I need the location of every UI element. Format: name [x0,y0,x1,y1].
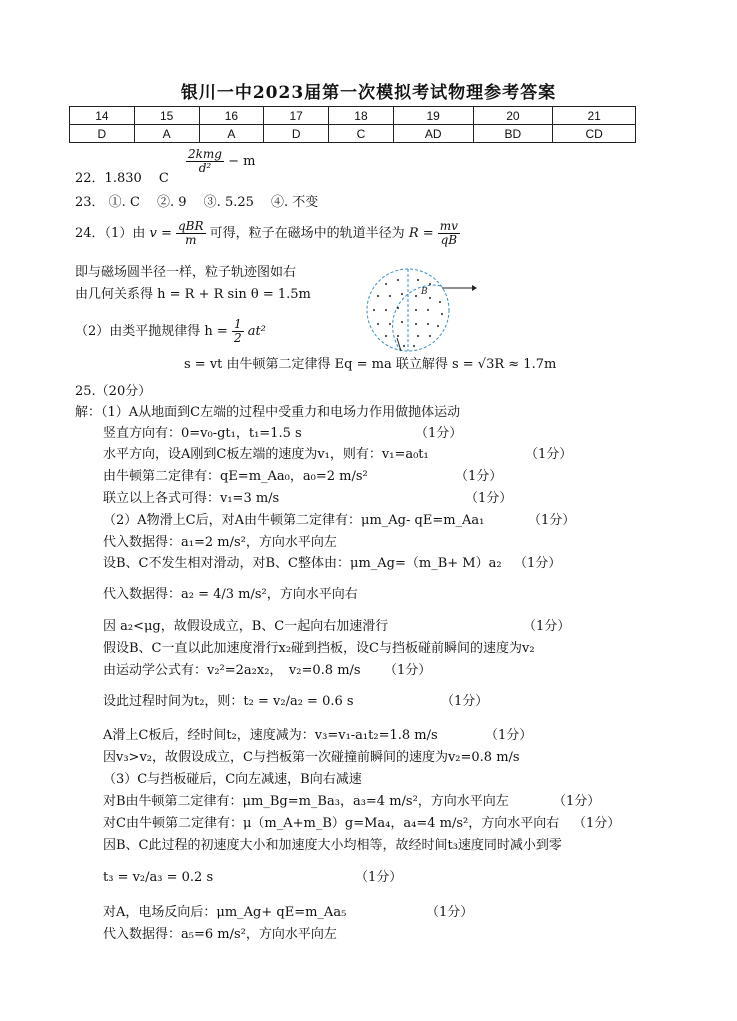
q25-score: （1分） [441,694,489,709]
q25-score: （1分） [485,728,533,743]
q25-line: 对B由牛顿第二定律有：μm_Bg=m_Ba₃，a₃=4 m/s²，方向水平向左 [103,794,509,809]
table-cell: C [329,125,394,143]
table-cell: BD [473,125,553,143]
q25-score: （1分） [355,870,403,885]
q25-line: 对A，电场反向后：μm_Ag+ qE=m_Aa₅ [103,905,347,920]
table-cell: A [134,125,199,143]
q25-line: 因B、C此过程的初速度大小和加速度大小均相等，故经时间t₃速度同时减小到零 [103,838,562,853]
q25-line: 由运动学公式有：v₂²=2a₂x₂， v₂=0.8 m/s [103,663,361,678]
answer-table-answer-row [70,125,636,143]
q25-score: （1分） [384,663,432,678]
table-cell: D [264,125,329,143]
frac-den: qB [440,233,458,247]
q25-line: 对C由牛顿第二定律有：μ（m_A+m_B）g=Ma₄，a₄=4 m/s²，方向水平向右 [103,816,560,831]
table-cell: D [70,125,135,143]
q22-suffix: − m [223,154,256,169]
q25-header: 25.（20分） [75,384,152,399]
q25-score: （1分） [573,816,621,831]
q24-mid: 可得，粒子在磁场中的轨道半径为 [209,226,405,241]
q25-line: （2）A物滑上C后，对A由牛顿第二定律有：μm_Ag- qE=m_Aa₁ [103,513,485,528]
table-cell: 17 [264,107,329,125]
q22-formula [186,148,255,175]
q25-score: （1分） [415,426,463,441]
q25-line: 因v₃>v₂，故假设成立，C与挡板第一次碰撞前瞬间的速度为v₂=0.8 m/s [103,750,520,765]
frac-num: qBR [177,219,204,233]
q22-line [75,170,169,188]
q25-line: 假设B、C一直以此加速度滑行x₂碰到挡板，设C与挡板碰前瞬间的速度为v₂ [103,641,535,656]
q22-text: 22．1.830 C [75,171,169,186]
table-cell: 14 [70,107,135,125]
answer-table-header-row [70,107,636,125]
table-cell: 15 [134,107,199,125]
q24-prefix: 24．（1）由 [75,226,146,241]
q25-score: （1分） [465,491,513,506]
q25-line: 设此过程时间为t₂，则：t₂ = v₂/a₂ = 0.6 s [103,694,354,709]
q24-line4-suffix: at² [243,324,266,339]
q24-fraction-3 [232,318,244,345]
q24-line3: 由几何关系得 h = R + R sin θ = 1.5m [75,287,311,302]
page-title: 银川一中2023届第一次模拟考试物理参考答案 [180,83,557,103]
q24-line4-prefix: （2）由类平抛规律得 h = [75,324,232,339]
q24-line1 [75,220,460,247]
q22-frac-num: 2kmg [188,147,222,161]
q24-line5: s = vt 由牛顿第二定律得 Eq = ma 联立解得 s = √3R ≈ 1.7m [184,357,557,372]
q24-line2: 即与磁场圆半径一样，粒子轨迹图如右 [75,265,297,280]
q25-line: t₃ = v₂/a₃ = 0.2 s [103,870,214,885]
q24-eq-left: v = [149,226,172,241]
q25-score: （1分） [455,469,503,484]
q25-score: （1分） [426,905,474,920]
q25-line: 联立以上各式可得：v₁=3 m/s [103,491,280,506]
frac-num: mv [439,219,458,233]
q25-line: 代入数据得：a₂ = 4/3 m/s²，方向水平向右 [103,587,358,602]
trajectory-diagram [364,266,484,356]
diagram-label: B [421,287,428,297]
q22-frac-den: d² [198,161,212,175]
arrow-head-icon [472,285,477,291]
q25-line: 因 a₂<μg，故假设成立，B、C一起向右加速滑行 [103,619,389,634]
q24-line4 [75,318,266,345]
q25-line: （3）C与挡板碰后，C向左减速，B向右减速 [103,772,362,787]
q22-fraction [186,148,224,175]
table-cell: AD [393,125,473,143]
q25-line: 水平方向，设A刚到C板左端的速度为v₁，则有：v₁=a₀t₁ [103,447,429,462]
frac-den: m [185,233,197,247]
table-cell: CD [553,125,636,143]
q25-line: A滑上C板后，经时间t₂，速度减为：v₃=v₁-a₁t₂=1.8 m/s [103,728,438,743]
frac-num: 1 [233,317,242,331]
q25-score: （1分） [553,794,601,809]
q25-line: 代入数据得：a₁=2 m/s²，方向水平向左 [103,535,337,550]
q23-line: 23． ①. C ②. 9 ③. 5.25 ④. 不变 [75,195,319,210]
q25-score: （1分） [525,447,573,462]
table-cell: 21 [553,107,636,125]
q25-line: 竖直方向有：0=v₀-gt₁，t₁=1.5 s [103,426,302,441]
table-cell: 18 [329,107,394,125]
table-cell: A [199,125,264,143]
q25-score: （1分） [514,556,562,571]
q25-line: 解：（1）A从地面到C左端的过程中受重力和电场力作用做抛体运动 [75,405,461,420]
table-cell: 20 [473,107,553,125]
q25-score: （1分） [528,513,576,528]
table-cell: 19 [393,107,473,125]
q24-eq2-left: R = [408,226,434,241]
q25-score: （1分） [523,619,571,634]
answer-table [69,106,636,143]
q25-line: 由牛顿第二定律有：qE=m_Aa₀，a₀=2 m/s² [103,469,368,484]
q25-line: 代入数据得：a₅=6 m/s²，方向水平向左 [103,927,337,942]
frac-den: 2 [233,331,242,345]
q24-fraction-2 [438,220,460,247]
q25-line: 设B、C不发生相对滑动，对B、C整体由：μm_Ag=（m_B+ M）a₂ [103,556,502,571]
table-cell: 16 [199,107,264,125]
q24-fraction-1 [176,220,206,247]
